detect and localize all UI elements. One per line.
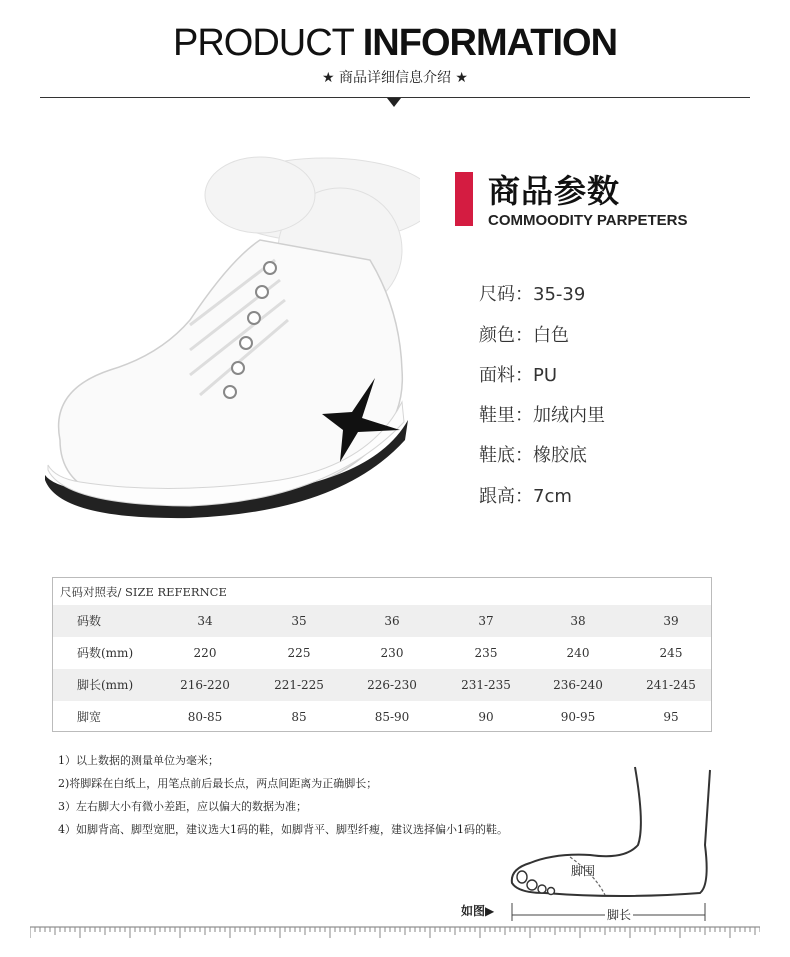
params-title: 商品参数: [488, 172, 621, 210]
param-label: 鞋里: [479, 405, 515, 426]
param-sep: ：: [515, 284, 533, 305]
table-cell: 216-220: [180, 678, 230, 692]
table-cell: 95: [663, 710, 679, 724]
param-row-size: [479, 280, 585, 306]
params-subtitle: COMMOODITY PARPETERS: [488, 212, 688, 229]
table-cell: 85-90: [374, 710, 410, 724]
row-header: 码数(mm): [77, 646, 134, 660]
note-item: 3）左右脚大小有微小差距，应以偏大的数据为准；: [58, 800, 307, 813]
table-cell: 36: [384, 614, 400, 628]
arrow-down-icon: [387, 98, 401, 107]
param-row-sole: [479, 441, 587, 467]
table-cell: 236-240: [553, 678, 603, 692]
diagram-prompt: 如图▶: [461, 904, 495, 918]
param-value: 7cm: [533, 486, 572, 507]
param-value: 白色: [533, 325, 569, 346]
param-value: PU: [533, 365, 558, 386]
table-cell: 80-85: [187, 710, 223, 724]
girth-label: 脚围: [571, 864, 596, 878]
table-cell: 231-235: [461, 678, 511, 692]
table-cell: 226-230: [367, 678, 417, 692]
param-label: 尺码: [479, 284, 515, 305]
row-header: 脚长(mm): [77, 678, 134, 692]
table-cell: 221-225: [274, 678, 324, 692]
table-cell: 230: [380, 646, 404, 660]
param-value: 35-39: [533, 284, 586, 305]
param-row-lining: [479, 401, 605, 427]
ruler: [30, 926, 760, 940]
table-cell: 235: [474, 646, 498, 660]
param-row-material: [479, 361, 557, 387]
table-row: [53, 605, 711, 637]
table-cell: 225: [287, 646, 311, 660]
table-cell: 240: [566, 646, 590, 660]
table-cell: 90: [478, 710, 494, 724]
row-header: 脚宽: [77, 710, 102, 724]
page-subtitle: ★ 商品详细信息介绍 ★: [321, 70, 468, 86]
table-cell: 39: [663, 614, 679, 628]
param-label: 跟高: [479, 486, 515, 507]
param-sep: ：: [515, 325, 533, 346]
param-row-heel: [479, 482, 572, 508]
note-item: 2)将脚踩在白纸上，用笔点前后最长点，两点间距离为正确脚长；: [58, 777, 378, 790]
title-bold: INFORMATION: [362, 22, 618, 64]
table-cell: 34: [197, 614, 213, 628]
product-image: [40, 140, 420, 530]
table-row: [53, 637, 711, 669]
param-label: 颜色: [479, 325, 515, 346]
size-table-caption: 尺码对照表/ SIZE REFERNCE: [60, 585, 227, 599]
table-cell: 85: [291, 710, 307, 724]
param-sep: ：: [515, 365, 533, 386]
table-cell: 90-95: [560, 710, 596, 724]
param-value: 橡胶底: [533, 445, 587, 466]
title-light: PRODUCT: [172, 22, 354, 64]
page-title: [0, 22, 790, 65]
param-value: 加绒内里: [533, 405, 605, 426]
table-cell: 38: [570, 614, 586, 628]
note-item: 1）以上数据的测量单位为毫米；: [58, 754, 219, 767]
param-label: 鞋底: [479, 445, 515, 466]
param-sep: ：: [515, 486, 533, 507]
param-sep: ：: [515, 405, 533, 426]
foot-diagram: [500, 765, 720, 925]
table-cell: 220: [193, 646, 217, 660]
param-row-color: [479, 321, 569, 347]
table-cell: 35: [291, 614, 307, 628]
row-header: 码数: [77, 614, 102, 628]
table-cell: 241-245: [646, 678, 696, 692]
table-cell: 245: [659, 646, 683, 660]
table-row: [53, 701, 711, 733]
table-row: [53, 669, 711, 701]
note-item: 4）如脚背高、脚型宽肥，建议选大1码的鞋，如脚背平、脚型纤瘦，建议选择偏小1码的鞋。: [58, 823, 508, 836]
length-label: 脚长: [607, 908, 632, 922]
accent-bar: [455, 172, 473, 226]
param-label: 面料: [479, 365, 515, 386]
table-cell: 37: [478, 614, 494, 628]
param-sep: ：: [515, 445, 533, 466]
